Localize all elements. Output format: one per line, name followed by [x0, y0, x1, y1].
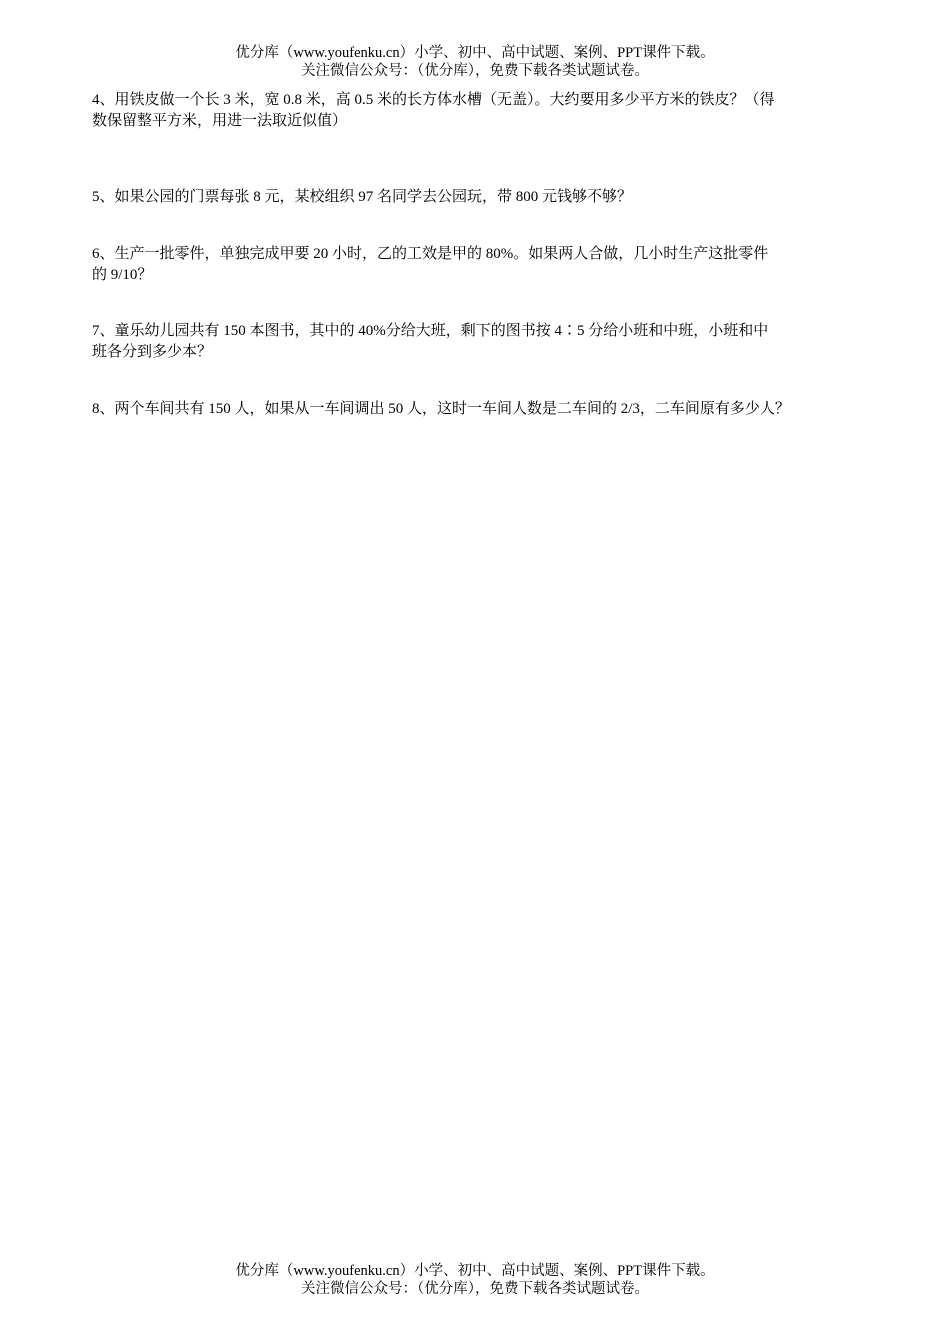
question-7-line-1: 7、童乐幼儿园共有 150 本图书，其中的 40%分给大班，剩下的图书按 4∶5 分给小班和中班，小班和中: [92, 323, 769, 339]
header-line-1: 优分库（www.youfenku.cn）小学、初中、高中试题、案例、PPT课件下载。: [235, 45, 715, 61]
page-footer: [0, 1262, 950, 1298]
question-6-line-1: 6、生产一批零件，单独完成甲要 20 小时，乙的工效是甲的 80%。如果两人合做，几小时生产这批零件: [92, 246, 769, 262]
question-8: [92, 399, 862, 420]
question-7-line-2: 班各分到多少本？: [92, 344, 213, 360]
footer-line-1: 优分库（www.youfenku.cn）小学、初中、高中试题、案例、PPT课件下载。: [235, 1263, 715, 1279]
question-5: [92, 187, 862, 208]
question-7: [92, 321, 862, 363]
question-6-line-2: 的 9/10？: [92, 267, 153, 283]
page-header: [0, 44, 950, 80]
question-4-line-1: 4、用铁皮做一个长 3 米，宽 0.8 米，高 0.5 米的长方体水槽（无盖）。大约要用多少平方米的铁皮？（得: [92, 92, 775, 108]
footer-line-2: 关注微信公众号：（优分库），免费下载各类试题试卷。: [301, 1281, 649, 1297]
header-line-2: 关注微信公众号：（优分库），免费下载各类试题试卷。: [301, 63, 649, 79]
question-8-line-1: 8、两个车间共有 150 人，如果从一车间调出 50 人，这时一车间人数是二车间的 2/3，二车间原有多少人？: [92, 401, 790, 417]
question-4-line-2: 数保留整平方米，用进一法取近似值）: [92, 113, 348, 129]
question-6: [92, 244, 862, 286]
question-5-line-1: 5、如果公园的门票每张 8 元，某校组织 97 名同学去公园玩，带 800 元钱够不够？: [92, 189, 633, 205]
question-4: [92, 90, 862, 132]
